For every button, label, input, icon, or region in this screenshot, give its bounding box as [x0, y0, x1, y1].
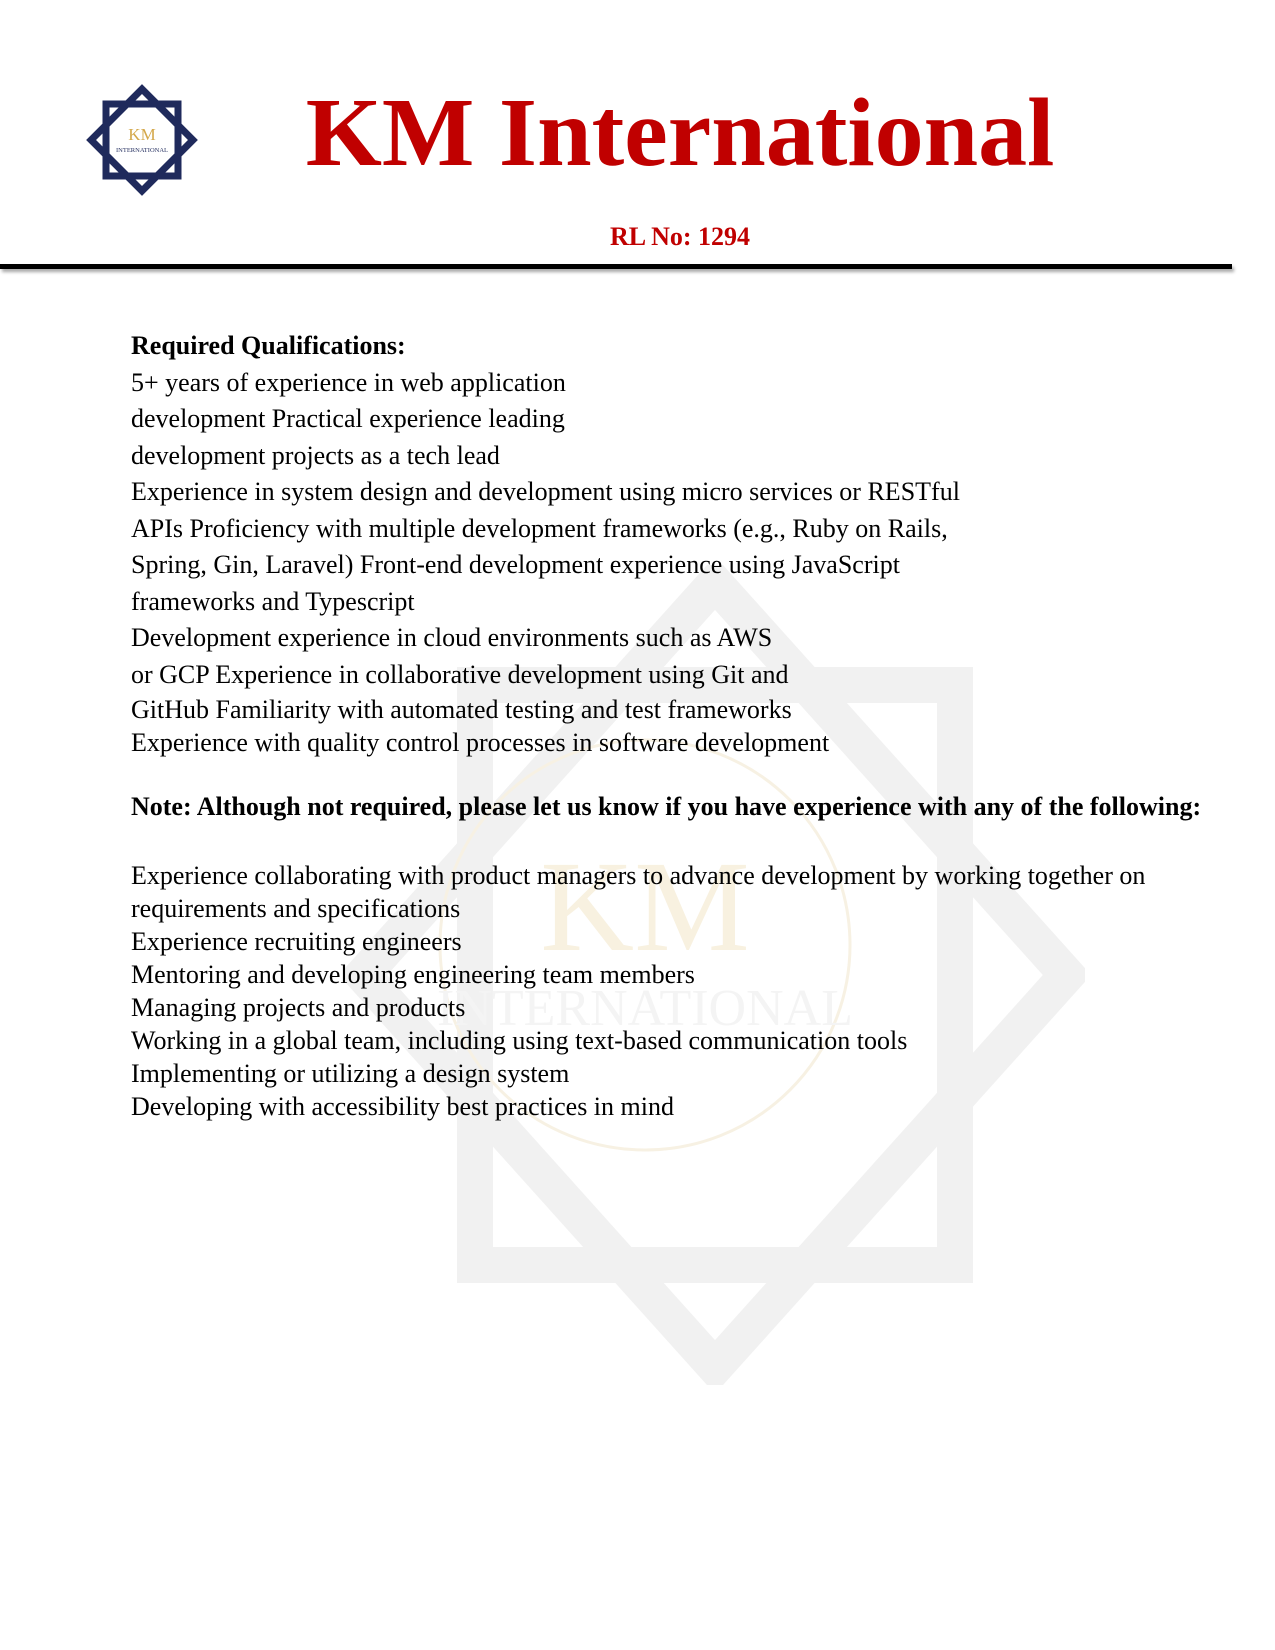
required-line: Experience with quality control processes in software development: [131, 728, 830, 757]
watermark-text-top: KM: [540, 835, 750, 979]
note-heading: Note: Although not required, please let us know if you have experience with any of the following:: [131, 792, 1202, 821]
required-line: Spring, Gin, Laravel) Front-end development experience using JavaScript: [131, 550, 900, 579]
note-item: Mentoring and developing engineering team members: [131, 960, 695, 989]
required-line: APIs Proficiency with multiple development frameworks (e.g., Ruby on Rails,: [131, 513, 948, 543]
required-line: or GCP Experience in collaborative development using Git and: [131, 659, 789, 689]
required-line: Experience in system design and development using micro services or RESTful: [131, 477, 960, 506]
required-line: development projects as a tech lead: [131, 440, 500, 470]
note-item: Experience recruiting engineers: [131, 927, 462, 956]
header-divider: [0, 264, 1232, 269]
note-item: Implementing or utilizing a design system: [131, 1059, 570, 1088]
note-item: Experience collaborating with product managers to advance development by working together on requirements and specifications: [131, 861, 1146, 923]
watermark-text-bottom: INTERNATIONAL: [437, 980, 853, 1037]
note-item: Managing projects and products: [131, 993, 466, 1022]
job-description: [131, 328, 1241, 1123]
rl-number-label: RL No: 1294: [609, 222, 751, 251]
required-line: 5+ years of experience in web application: [131, 367, 566, 397]
required-line: frameworks and Typescript: [131, 586, 415, 616]
logo-text-bottom: INTERNATIONAL: [116, 147, 168, 154]
required-line: Development experience in cloud environments such as AWS: [131, 623, 773, 652]
logo-text-top: KM: [128, 125, 156, 144]
company-name-title: KM International: [305, 79, 1055, 187]
required-qualifications-heading: Required Qualifications:: [131, 331, 406, 360]
company-logo-icon: [84, 82, 200, 198]
required-line: GitHub Familiarity with automated testing and test frameworks: [131, 695, 792, 724]
required-line: development Practical experience leading: [131, 404, 565, 433]
note-item: Developing with accessibility best practices in mind: [131, 1092, 674, 1121]
note-item: Working in a global team, including using text-based communication tools: [131, 1026, 908, 1055]
